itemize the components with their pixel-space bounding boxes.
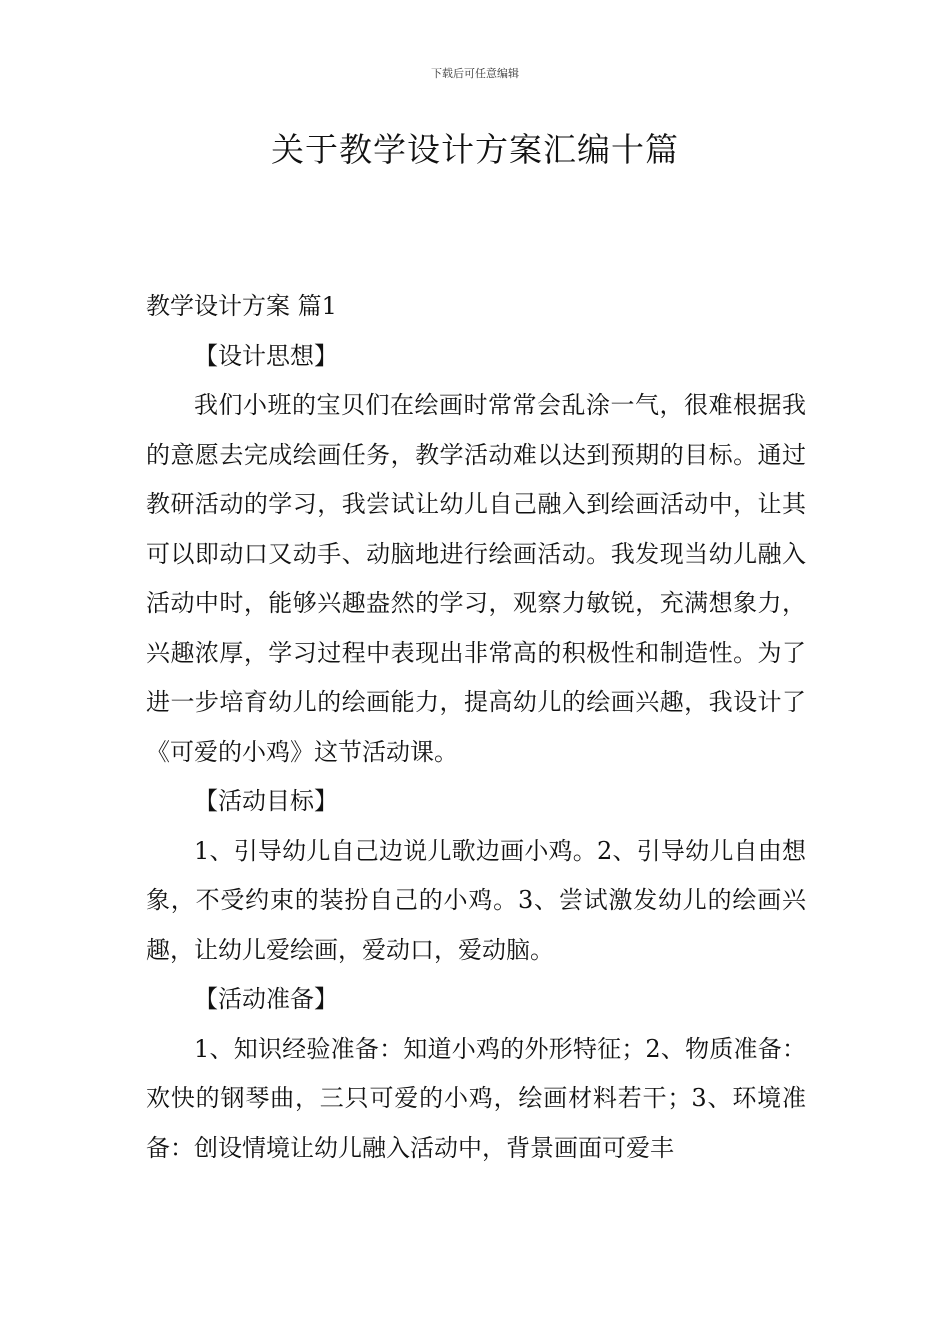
document-body <box>146 282 806 1173</box>
paragraph-activity-goals: 1、引导幼儿自己边说儿歌边画小鸡。2、引导幼儿自由想象，不受约束的装扮自己的小鸡。3、尝试激发幼儿的绘画兴趣，让幼儿爱绘画，爱动口，爱动脑。 <box>146 836 806 964</box>
paragraph-design-idea: 我们小班的宝贝们在绘画时常常会乱涂一气，很难根据我的意愿去完成绘画任务，教学活动难以达到预期的目标。通过教研活动的学习，我尝试让幼儿自己融入到绘画活动中，让其可以即动口又动手、动脑地进行绘画活动。我发现当幼儿融入活动中时，能够兴趣盎然的学习，观察力敏锐，充满想象力，兴趣浓厚，学习过程中表现出非常高的积极性和制造性。为了进一步培育幼儿的绘画能力，提高幼儿的绘画兴趣，我设计了《可爱的小鸡》这节活动课。 <box>146 391 806 766</box>
header-note: 下载后可任意编辑 <box>431 67 519 80</box>
section-heading-activity-prep: 【活动准备】 <box>194 985 338 1013</box>
section-heading-activity-goals: 【活动目标】 <box>194 787 338 815</box>
section-title: 教学设计方案 篇1 <box>146 292 337 320</box>
section-heading-design-idea: 【设计思想】 <box>194 341 338 370</box>
paragraph-activity-prep: 1、知识经验准备：知道小鸡的外形特征；2、物质准备：欢快的钢琴曲，三只可爱的小鸡，绘画材料若干；3、环境准备：创设情境让幼儿融入活动中，背景画面可爱丰 <box>146 1034 806 1162</box>
document-title: 关于教学设计方案汇编十篇 <box>271 130 679 169</box>
